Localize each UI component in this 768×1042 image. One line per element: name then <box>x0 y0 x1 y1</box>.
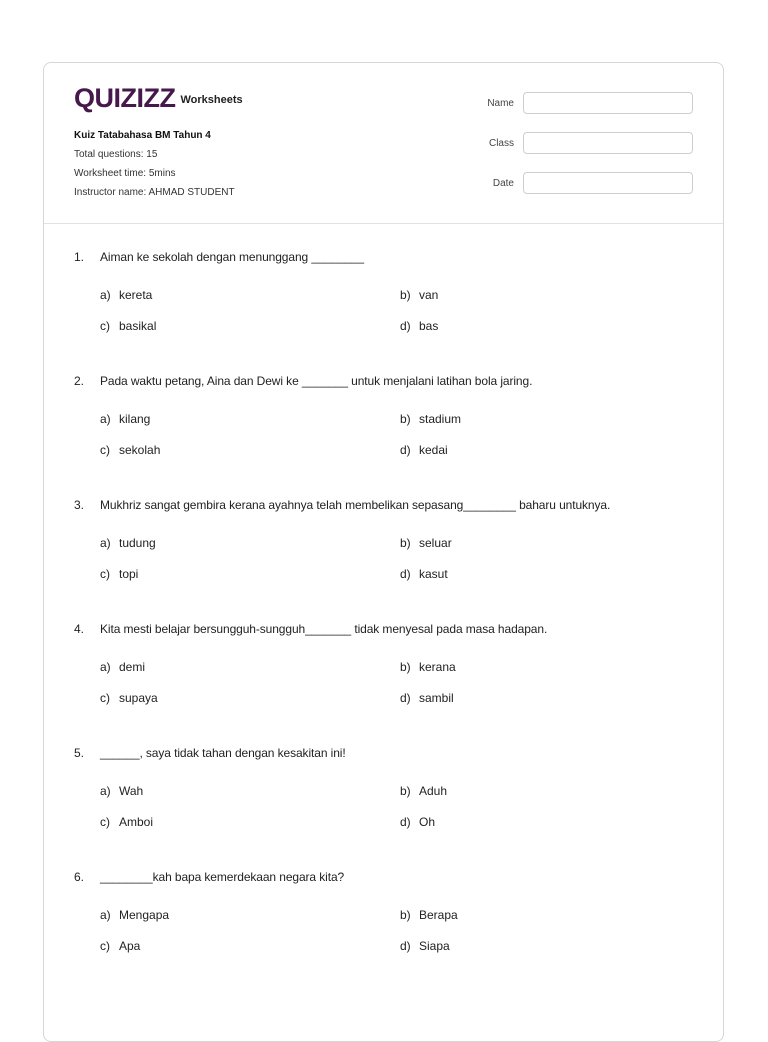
option-text: seluar <box>419 536 452 550</box>
option-text: stadium <box>419 412 462 426</box>
answer-option[interactable] <box>400 691 454 705</box>
option-letter: c) <box>100 815 110 829</box>
question-text: Kita mesti belajar bersungguh-sungguh_______ tidak menyesal pada masa hadapan. <box>100 622 548 636</box>
option-letter: a) <box>100 784 111 798</box>
option-text: basikal <box>119 319 157 333</box>
answer-option[interactable] <box>400 567 448 581</box>
option-letter: c) <box>100 939 110 953</box>
date-input[interactable] <box>523 172 693 194</box>
option-letter: b) <box>400 784 411 798</box>
option-letter: a) <box>100 660 111 674</box>
question-number: 4. <box>74 622 85 636</box>
logo-wordmark: QUIZIZZ <box>74 83 176 113</box>
option-letter: d) <box>400 567 411 581</box>
answer-option[interactable] <box>100 319 156 333</box>
name-input[interactable] <box>523 92 693 114</box>
question-number: 2. <box>74 374 85 388</box>
class-field-row <box>474 132 693 154</box>
option-text: Oh <box>419 815 436 829</box>
quizizz-logo <box>74 85 243 112</box>
answer-option[interactable] <box>100 288 152 302</box>
answer-option[interactable] <box>400 660 456 674</box>
answer-option[interactable] <box>400 784 447 798</box>
worksheet-header <box>44 63 723 224</box>
answer-option[interactable] <box>400 319 438 333</box>
option-text: Berapa <box>419 908 458 922</box>
question-number: 5. <box>74 746 85 760</box>
option-letter: b) <box>400 536 411 550</box>
option-text: Wah <box>119 784 144 798</box>
answer-option[interactable] <box>100 567 138 581</box>
answer-option[interactable] <box>400 536 452 550</box>
quiz-title: Kuiz Tatabahasa BM Tahun 4 <box>74 130 211 141</box>
option-text: bas <box>419 319 439 333</box>
answer-option[interactable] <box>100 660 145 674</box>
option-text: supaya <box>119 691 158 705</box>
answer-option[interactable] <box>100 939 140 953</box>
answer-option[interactable] <box>400 815 435 829</box>
answer-option[interactable] <box>400 412 461 426</box>
question-number: 6. <box>74 870 85 884</box>
option-text: kereta <box>119 288 153 302</box>
date-field-row <box>474 172 693 194</box>
option-letter: d) <box>400 815 411 829</box>
quiz-meta <box>74 126 235 202</box>
option-letter: d) <box>400 319 411 333</box>
question-text: ________kah bapa kemerdekaan negara kita? <box>100 870 345 884</box>
question-text: Aiman ke sekolah dengan menunggang ________ <box>100 250 364 264</box>
answer-option[interactable] <box>100 908 169 922</box>
name-field-row <box>474 92 693 114</box>
date-label: Date <box>492 177 514 189</box>
option-text: kedai <box>419 443 448 457</box>
option-letter: b) <box>400 908 411 922</box>
total-questions: Total questions: 15 <box>74 149 158 160</box>
answer-option[interactable] <box>400 939 450 953</box>
question-number: 1. <box>74 250 85 264</box>
answer-option[interactable] <box>100 815 153 829</box>
option-text: Apa <box>119 939 141 953</box>
answer-option[interactable] <box>400 908 458 922</box>
option-letter: b) <box>400 660 411 674</box>
class-label: Class <box>488 137 514 149</box>
worksheet-card <box>43 62 724 1042</box>
answer-option[interactable] <box>100 691 158 705</box>
option-letter: d) <box>400 939 411 953</box>
option-text: kasut <box>419 567 448 581</box>
option-letter: c) <box>100 443 110 457</box>
option-text: tudung <box>119 536 156 550</box>
option-text: topi <box>119 567 139 581</box>
option-letter: c) <box>100 691 110 705</box>
answer-option[interactable] <box>400 288 438 302</box>
option-letter: d) <box>400 443 411 457</box>
option-text: sekolah <box>119 443 161 457</box>
question-text: ______, saya tidak tahan dengan kesakitan ini! <box>100 746 346 760</box>
question-text: Mukhriz sangat gembira kerana ayahnya telah membelikan sepasang________ baharu untuknya. <box>100 498 611 512</box>
option-letter: a) <box>100 908 111 922</box>
name-label: Name <box>487 97 514 109</box>
option-text: sambil <box>419 691 454 705</box>
logo-subtitle: Worksheets <box>180 94 243 106</box>
worksheet-time: Worksheet time: 5mins <box>74 168 176 179</box>
answer-option[interactable] <box>400 443 448 457</box>
option-text: demi <box>119 660 146 674</box>
answer-option[interactable] <box>100 412 150 426</box>
answer-option[interactable] <box>100 536 156 550</box>
option-letter: b) <box>400 288 411 302</box>
option-text: kilang <box>119 412 151 426</box>
option-text: van <box>419 288 439 302</box>
class-input[interactable] <box>523 132 693 154</box>
option-letter: d) <box>400 691 411 705</box>
option-letter: b) <box>400 412 411 426</box>
option-letter: a) <box>100 412 111 426</box>
answer-option[interactable] <box>100 784 143 798</box>
question-text: Pada waktu petang, Aina dan Dewi ke _______ untuk menjalani latihan bola jaring. <box>100 374 533 388</box>
question-number: 3. <box>74 498 85 512</box>
answer-option[interactable] <box>100 443 160 457</box>
option-text: Amboi <box>119 815 154 829</box>
option-letter: c) <box>100 567 110 581</box>
option-letter: a) <box>100 536 111 550</box>
option-text: Siapa <box>419 939 450 953</box>
option-text: Mengapa <box>119 908 170 922</box>
instructor-name: Instructor name: AHMAD STUDENT <box>74 187 235 198</box>
option-letter: a) <box>100 288 111 302</box>
option-letter: c) <box>100 319 110 333</box>
option-text: Aduh <box>419 784 448 798</box>
option-text: kerana <box>419 660 456 674</box>
